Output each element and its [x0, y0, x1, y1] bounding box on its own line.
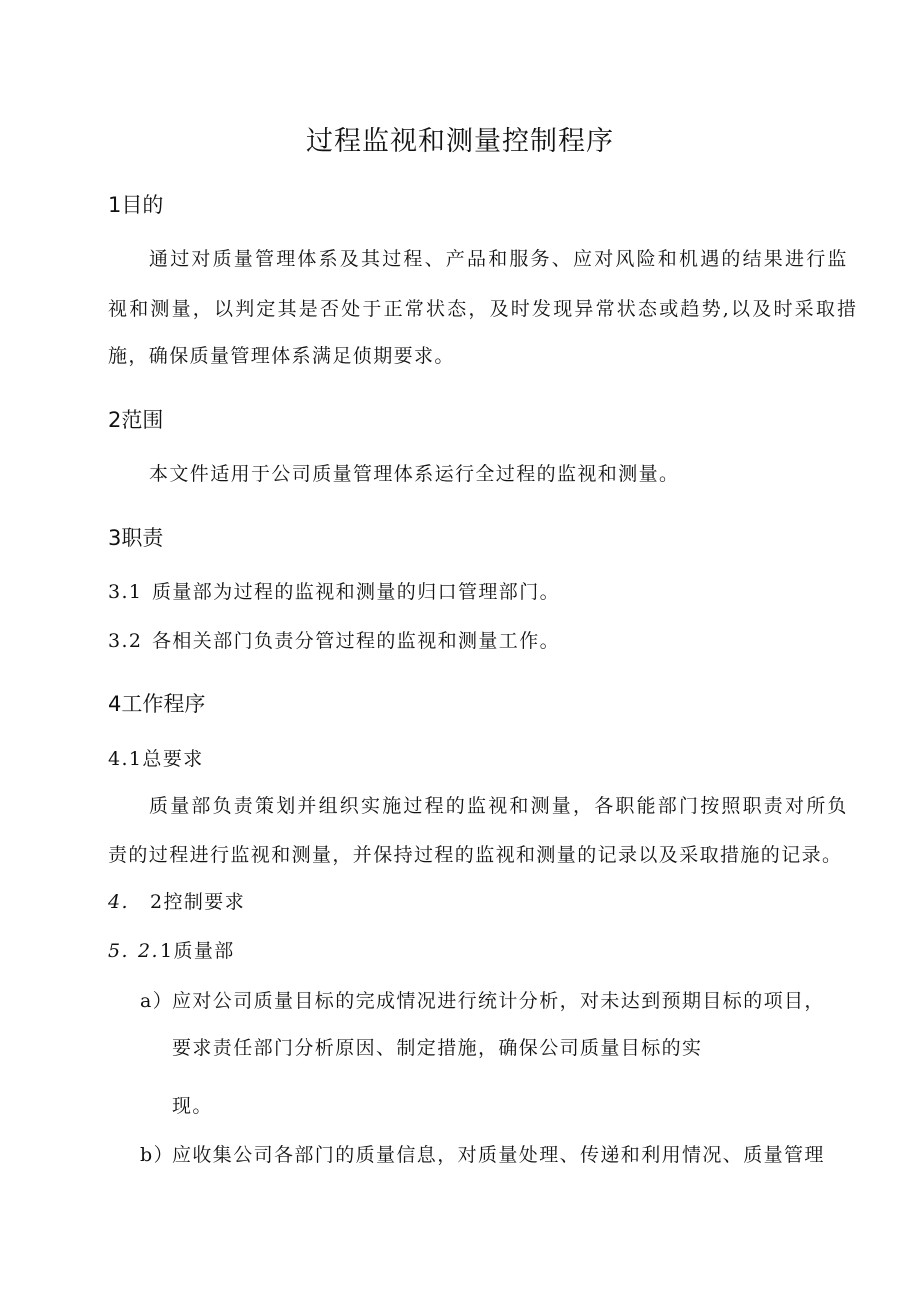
- item-b-marker: b）: [140, 1144, 174, 1166]
- item-b-line-1: 应收集公司各部门的质量信息，对质量处理、传递和利用情况、质量管理: [172, 1144, 825, 1166]
- duty-item-2-text: 各相关部门负责分管过程的监视和测量工作。: [152, 630, 561, 652]
- section-heading-procedure: 4工作程序: [108, 692, 206, 716]
- control-requirements-label: 2控制要求: [150, 891, 246, 913]
- general-requirements-line-1: 质量部负责策划并组织实施过程的监视和测量，各职能部门按照职责对所负: [149, 795, 849, 817]
- purpose-line-2: 视和测量，以判定其是否处于正常状态，及时发现异常状态或趋势,以及时采取措: [108, 298, 859, 320]
- section-heading-duties: 3职责: [108, 526, 164, 550]
- purpose-line-3: 施，确保质量管理体系满足侦期要求。: [108, 345, 455, 367]
- section-heading-scope: 2范围: [108, 408, 164, 432]
- duty-item-1-text: 质量部为过程的监视和测量的归口管理部门。: [152, 581, 561, 603]
- duty-item-1-number: 3.1: [108, 581, 143, 603]
- quality-dept-label: 1质量部: [160, 940, 235, 962]
- control-requirements-number: 4.: [108, 891, 129, 913]
- item-a-line-1: 应对公司质量目标的完成情况进行统计分析，对未达到预期目标的项目，: [172, 990, 825, 1012]
- purpose-line-1: 通过对质量管理体系及其过程、产品和服务、应对风险和机遇的结果进行监: [149, 248, 849, 270]
- scope-text: 本文件适用于公司质量管理体系运行全过程的监视和测量。: [149, 463, 680, 485]
- general-requirements-line-2: 责的过程进行监视和测量，并保持过程的监视和测量的记录以及采取措施的记录。: [108, 844, 843, 866]
- general-requirements-label: 4.1总要求: [108, 748, 204, 770]
- page-title: 过程监视和测量控制程序: [306, 126, 614, 157]
- item-a-line-3: 现。: [172, 1095, 213, 1117]
- item-a-line-2: 要求责任部门分析原因、制定措施，确保公司质量目标的实: [172, 1037, 703, 1059]
- item-a-marker: a）: [140, 990, 174, 1012]
- section-heading-purpose: 1目的: [108, 193, 164, 217]
- duty-item-2-number: 3.2: [108, 630, 143, 652]
- quality-dept-number-b: 2.: [138, 940, 159, 962]
- quality-dept-number-a: 5.: [108, 940, 129, 962]
